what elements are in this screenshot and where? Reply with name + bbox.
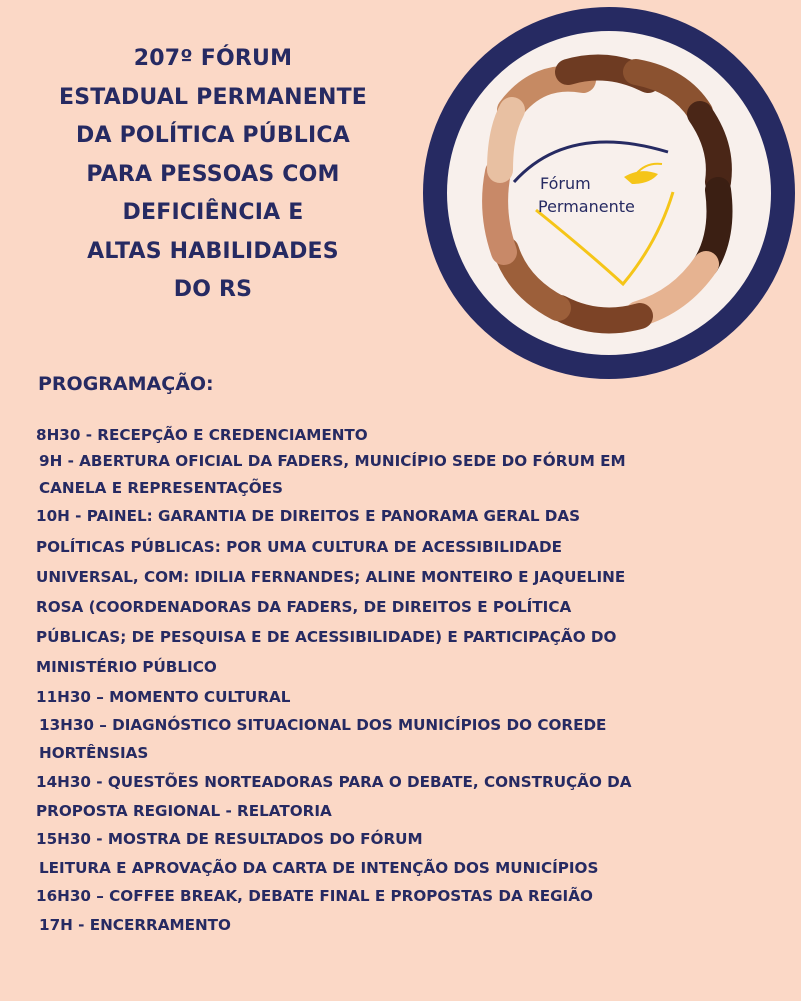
title-line: ESTADUAL PERMANENTE — [58, 84, 368, 110]
program-line: PROPOSTA REGIONAL - RELATORIA — [36, 802, 332, 820]
program-line: 17H - ENCERRAMENTO — [39, 916, 231, 934]
program-line: CANELA E REPRESENTAÇÕES — [39, 479, 283, 497]
event-title — [18, 40, 408, 310]
title-line: DA POLÍTICA PÚBLICA — [76, 123, 350, 148]
program-line: 10H - PAINEL: GARANTIA DE DIREITOS E PANORAMA GERAL DAS — [36, 507, 581, 525]
program-line: 16H30 – COFFEE BREAK, DEBATE FINAL E PROPOSTAS DA REGIÃO — [36, 887, 593, 905]
program-line: PÚBLICAS; DE PESQUISA E DE ACESSIBILIDADE) E PARTICIPAÇÃO DO — [36, 628, 617, 646]
program-line: 13H30 – DIAGNÓSTICO SITUACIONAL DOS MUNICÍPIOS DO COREDE — [39, 716, 607, 734]
title-line: ALTAS HABILIDADES — [87, 238, 339, 264]
program-line: 8H30 - RECEPÇÃO E CREDENCIAMENTO — [36, 426, 368, 444]
program-line: 11H30 – MOMENTO CULTURAL — [36, 688, 291, 706]
title-line: DO RS — [173, 277, 253, 302]
program-line: LEITURA E APROVAÇÃO DA CARTA DE INTENÇÃO DOS MUNICÍPIOS — [39, 859, 599, 877]
program-heading: PROGRAMAÇÃO: — [38, 373, 214, 395]
program-line: 9H - ABERTURA OFICIAL DA FADERS, MUNICÍPIO SEDE DO FÓRUM EM — [39, 452, 626, 470]
title-line: PARA PESSOAS COM — [86, 161, 340, 187]
program-line: HORTÊNSIAS — [39, 744, 149, 762]
program-line: UNIVERSAL, COM: IDILIA FERNANDES; ALINE MONTEIRO E JAQUELINE — [36, 568, 626, 586]
logo-text-permanente: Permanente — [538, 197, 635, 216]
hands-circle-image — [418, 2, 800, 384]
program-line: POLÍTICAS PÚBLICAS: POR UMA CULTURA DE ACESSIBILIDADE — [36, 538, 562, 556]
program-line: 14H30 - QUESTÕES NORTEADORAS PARA O DEBATE, CONSTRUÇÃO DA — [36, 773, 632, 791]
logo-text-forum: Fórum — [540, 174, 591, 193]
program-line: MINISTÉRIO PÚBLICO — [36, 658, 217, 676]
title-line: 207º FÓRUM — [133, 46, 293, 71]
forum-logo-circle — [418, 2, 800, 384]
title-line: DEFICIÊNCIA E — [122, 200, 304, 225]
program-line: 15H30 - MOSTRA DE RESULTADOS DO FÓRUM — [36, 830, 423, 848]
program-line: ROSA (COORDENADORAS DA FADERS, DE DIREITOS E POLÍTICA — [36, 598, 572, 616]
